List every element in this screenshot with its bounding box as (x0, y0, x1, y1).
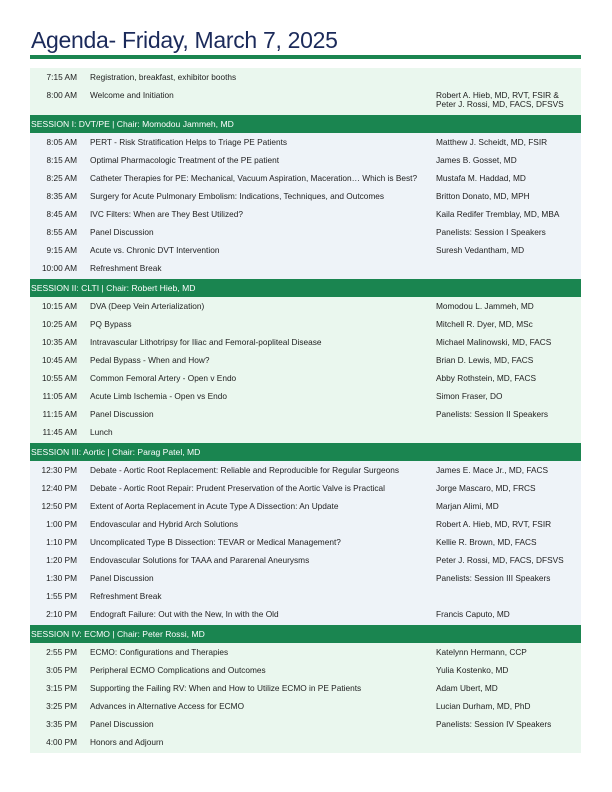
session-block (30, 133, 581, 279)
time-cell: 8:05 AM (46, 136, 77, 147)
session-header: SESSION I: DVT/PE | Chair: Momodou Jammeh, MD (30, 115, 581, 133)
agenda-row (30, 605, 581, 623)
agenda-row (30, 223, 581, 241)
speaker-cell: Kaila Redifer Tremblay, MD, MBA (436, 208, 560, 219)
topic-cell: ECMO: Configurations and Therapies (90, 646, 229, 657)
agenda-row (30, 86, 581, 113)
topic-cell: Refreshment Break (90, 262, 162, 273)
time-cell: 10:00 AM (41, 262, 77, 273)
speaker-cell: Simon Fraser, DO (436, 390, 503, 401)
topic-cell: Panel Discussion (90, 718, 154, 729)
title-divider (30, 55, 581, 59)
topic-cell: Catheter Therapies for PE: Mechanical, Vacuum Aspiration, Maceration… Which is Best? (90, 172, 418, 183)
topic-cell: PQ Bypass (90, 318, 132, 329)
topic-cell: Panel Discussion (90, 408, 154, 419)
agenda-row (30, 297, 581, 315)
session-block (30, 643, 581, 753)
speaker-cell: Britton Donato, MD, MPH (436, 190, 530, 201)
agenda-row (30, 68, 581, 86)
agenda-row (30, 315, 581, 333)
agenda-row (30, 497, 581, 515)
speaker-cell: Yulia Kostenko, MD (436, 664, 509, 675)
agenda-row (30, 241, 581, 259)
topic-cell: Debate - Aortic Root Replacement: Reliable and Reproducible for Regular Surgeons (90, 464, 400, 475)
time-cell: 1:00 PM (46, 518, 77, 529)
topic-cell: Supporting the Failing RV: When and How to Utilize ECMO in PE Patients (90, 682, 362, 693)
agenda-row (30, 351, 581, 369)
time-cell: 10:15 AM (41, 300, 77, 311)
time-cell: 1:20 PM (46, 554, 77, 565)
agenda-row (30, 661, 581, 679)
agenda-row (30, 151, 581, 169)
time-cell: 12:40 PM (41, 482, 77, 493)
speaker-cell: Jorge Mascaro, MD, FRCS (436, 482, 536, 493)
topic-cell: Lunch (90, 426, 113, 437)
topic-cell: Endovascular Solutions for TAAA and Pararenal Aneurysms (90, 554, 310, 565)
time-cell: 10:55 AM (41, 372, 77, 383)
time-cell: 8:25 AM (46, 172, 77, 183)
topic-cell: Registration, breakfast, exhibitor booths (90, 71, 237, 82)
agenda-row (30, 569, 581, 587)
time-cell: 8:35 AM (46, 190, 77, 201)
speaker-cell: Panelists: Session III Speakers (436, 572, 551, 583)
time-cell: 8:55 AM (46, 226, 77, 237)
page-title: Agenda- Friday, March 7, 2025 (31, 27, 338, 53)
speaker-cell: Francis Caputo, MD (436, 608, 510, 619)
time-cell: 3:35 PM (46, 718, 77, 729)
speaker-cell: Matthew J. Scheidt, MD, FSIR (436, 136, 548, 147)
topic-cell: Pedal Bypass - When and How? (90, 354, 210, 365)
speaker-cell (436, 738, 581, 747)
time-cell: 1:55 PM (46, 590, 77, 601)
time-cell: 2:55 PM (46, 646, 77, 657)
speaker-cell: James B. Gosset, MD (436, 154, 517, 165)
topic-cell: Debate - Aortic Root Repair: Prudent Preservation of the Aortic Valve is Practical (90, 482, 385, 493)
agenda-row (30, 461, 581, 479)
time-cell: 10:25 AM (41, 318, 77, 329)
speaker-cell: Mitchell R. Dyer, MD, MSc (436, 318, 533, 329)
time-cell: 10:35 AM (41, 336, 77, 347)
agenda-row (30, 169, 581, 187)
time-cell: 11:15 AM (42, 408, 77, 419)
speaker-cell: Michael Malinowski, MD, FACS (436, 336, 552, 347)
speaker-cell: Peter J. Rossi, MD, FACS, DFSVS (436, 554, 564, 565)
speaker-cell: Lucian Durham, MD, PhD (436, 700, 531, 711)
agenda-row (30, 205, 581, 223)
agenda-row (30, 533, 581, 551)
time-cell: 7:15 AM (46, 71, 77, 82)
speaker-cell: Panelists: Session I Speakers (436, 226, 546, 237)
agenda-row (30, 697, 581, 715)
speaker-cell: Momodou L. Jammeh, MD (436, 300, 534, 311)
speaker-cell: Adam Ubert, MD (436, 682, 498, 693)
topic-cell: Extent of Aorta Replacement in Acute Type A Dissection: An Update (90, 500, 339, 511)
topic-cell: Common Femoral Artery - Open v Endo (90, 372, 237, 383)
time-cell: 11:05 AM (42, 390, 77, 401)
session-header: SESSION III: Aortic | Chair: Parag Patel, MD (30, 443, 581, 461)
time-cell: 4:00 PM (46, 736, 77, 747)
topic-cell: Optimal Pharmacologic Treatment of the PE patient (90, 154, 280, 165)
speaker-cell: Brian D. Lewis, MD, FACS (436, 354, 534, 365)
agenda-row (30, 259, 581, 277)
agenda-table (30, 68, 581, 753)
topic-cell: Panel Discussion (90, 572, 154, 583)
time-cell: 10:45 AM (41, 354, 77, 365)
speaker-cell: James E. Mace Jr., MD, FACS (436, 464, 549, 475)
topic-cell: Intravascular Lithotripsy for Iliac and Femoral-popliteal Disease (90, 336, 322, 347)
speaker-cell (436, 73, 581, 82)
agenda-row (30, 133, 581, 151)
agenda-row (30, 551, 581, 569)
topic-cell: Acute vs. Chronic DVT Intervention (90, 244, 220, 255)
speaker-cell: Abby Rothstein, MD, FACS (436, 372, 537, 383)
speaker-cell (436, 428, 581, 437)
agenda-row (30, 369, 581, 387)
agenda-row (30, 679, 581, 697)
speaker-cell: Suresh Vedantham, MD (436, 244, 525, 255)
speaker-cell: Katelynn Hermann, CCP (436, 646, 527, 657)
agenda-row (30, 423, 581, 441)
speaker-cell: Mustafa M. Haddad, MD (436, 172, 526, 183)
agenda-row (30, 479, 581, 497)
session-block (30, 68, 581, 115)
time-cell: 12:30 PM (41, 464, 77, 475)
agenda-row (30, 715, 581, 733)
topic-cell: Panel Discussion (90, 226, 154, 237)
agenda-row (30, 587, 581, 605)
agenda-row (30, 643, 581, 661)
agenda-row (30, 187, 581, 205)
time-cell: 8:45 AM (46, 208, 77, 219)
agenda-row (30, 515, 581, 533)
topic-cell: Peripheral ECMO Complications and Outcomes (90, 664, 266, 675)
time-cell: 3:15 PM (46, 682, 77, 693)
session-header: SESSION II: CLTI | Chair: Robert Hieb, MD (30, 279, 581, 297)
agenda-row (30, 733, 581, 751)
topic-cell: Honors and Adjourn (90, 736, 164, 747)
topic-cell: Endovascular and Hybrid Arch Solutions (90, 518, 239, 529)
time-cell: 8:15 AM (46, 154, 77, 165)
topic-cell: PERT - Risk Stratification Helps to Triage PE Patients (90, 136, 288, 147)
topic-cell: Surgery for Acute Pulmonary Embolism: Indications, Techniques, and Outcomes (90, 190, 385, 201)
session-header: SESSION IV: ECMO | Chair: Peter Rossi, MD (30, 625, 581, 643)
time-cell: 11:45 AM (42, 426, 77, 437)
time-cell: 12:50 PM (41, 500, 77, 511)
topic-cell: Endograft Failure: Out with the New, In with the Old (90, 608, 279, 619)
agenda-row (30, 387, 581, 405)
time-cell: 9:15 AM (46, 244, 77, 255)
time-cell: 1:10 PM (46, 536, 77, 547)
speaker-cell: Robert A. Hieb, MD, RVT, FSIR & Peter J. Rossi, MD, FACS, DFSVS (436, 89, 564, 109)
topic-cell: Advances in Alternative Access for ECMO (90, 700, 245, 711)
speaker-cell: Marjan Alimi, MD (436, 500, 499, 511)
topic-cell: DVA (Deep Vein Arterialization) (90, 300, 205, 311)
speaker-cell: Panelists: Session II Speakers (436, 408, 549, 419)
speaker-cell: Panelists: Session IV Speakers (436, 718, 552, 729)
time-cell: 3:25 PM (46, 700, 77, 711)
speaker-cell (436, 592, 581, 601)
session-block (30, 461, 581, 625)
topic-cell: Welcome and Initiation (90, 89, 174, 100)
agenda-row (30, 405, 581, 423)
session-block (30, 297, 581, 443)
topic-cell: IVC Filters: When are They Best Utilized? (90, 208, 243, 219)
topic-cell: Acute Limb Ischemia - Open vs Endo (90, 390, 227, 401)
speaker-cell (436, 264, 581, 273)
agenda-row (30, 333, 581, 351)
time-cell: 1:30 PM (46, 572, 77, 583)
time-cell: 8:00 AM (46, 89, 77, 100)
speaker-cell: Kellie R. Brown, MD, FACS (436, 536, 537, 547)
time-cell: 2:10 PM (46, 608, 77, 619)
time-cell: 3:05 PM (46, 664, 77, 675)
topic-cell: Uncomplicated Type B Dissection: TEVAR or Medical Management? (90, 536, 341, 547)
topic-cell: Refreshment Break (90, 590, 162, 601)
speaker-cell: Robert A. Hieb, MD, RVT, FSIR (436, 518, 552, 529)
